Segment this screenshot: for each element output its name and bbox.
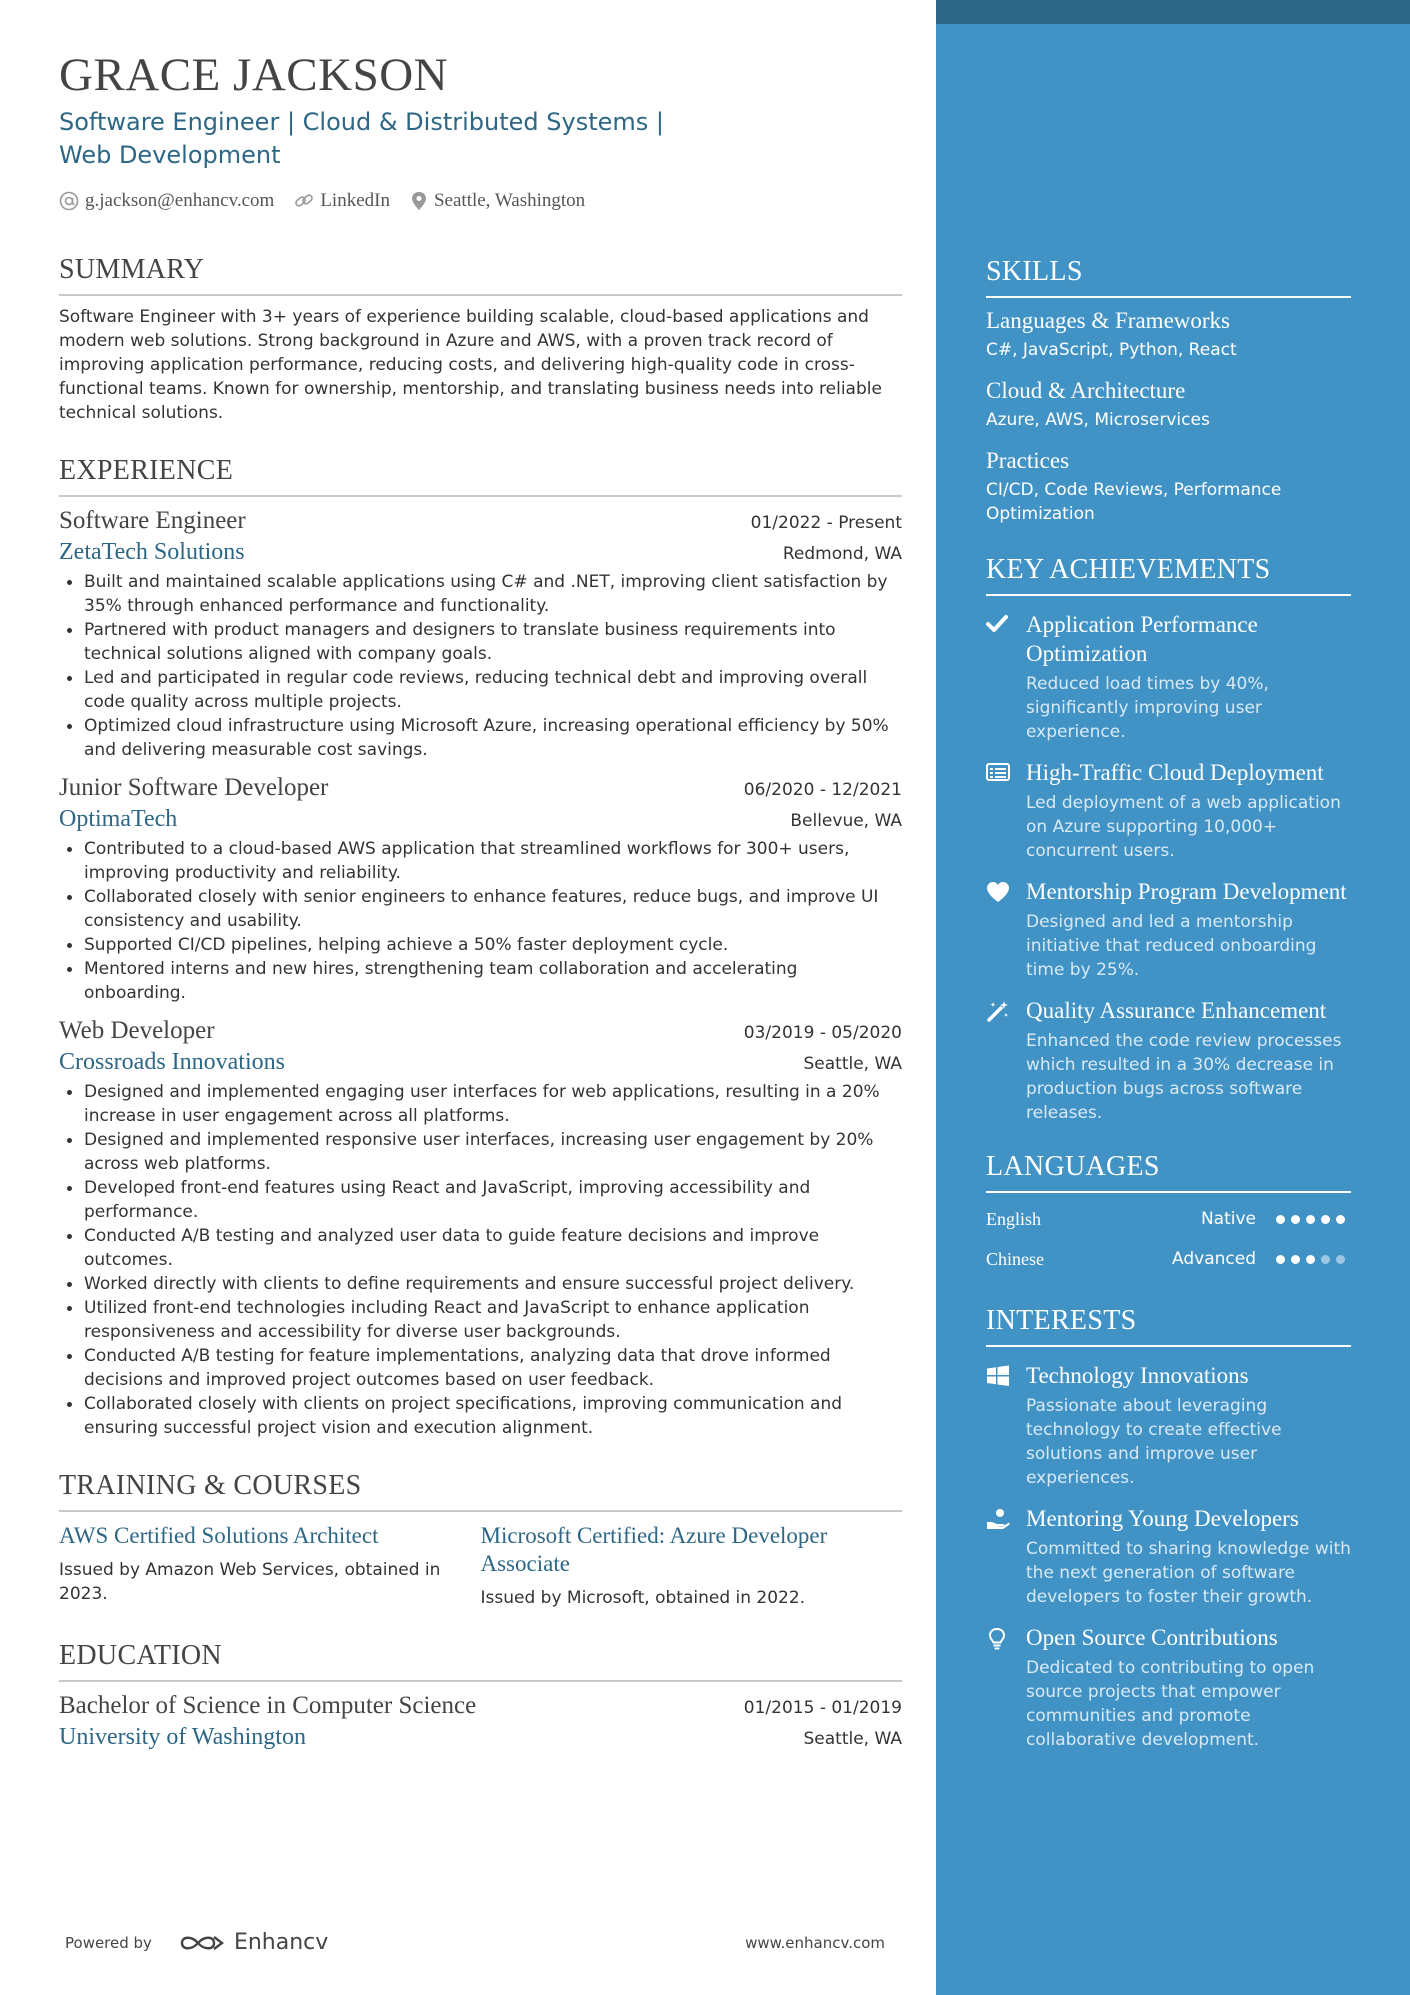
lightbulb-icon <box>986 1627 1008 1651</box>
bullet: Utilized front-end technologies including React and JavaScript to enhance application responsiveness and accessibility for diverse user backgrounds. <box>59 1296 902 1344</box>
achievements-section <box>986 554 1351 1125</box>
achievement-item <box>986 996 1351 1125</box>
powered-by-text: Powered by <box>65 1933 152 1952</box>
bullet: Mentored interns and new hires, strengthening team collaboration and accelerating onboarding. <box>59 957 902 1005</box>
job-dates: 01/2022 - Present <box>750 513 902 533</box>
rating-dot-filled <box>1276 1255 1285 1264</box>
company-name: Crossroads Innovations <box>59 1049 285 1075</box>
achievement-desc: Enhanced the code review processes which resulted in a 30% decrease in production bugs across software releases. <box>1026 1031 1342 1123</box>
rating-dot-filled <box>1336 1215 1345 1224</box>
achievement-item <box>986 877 1351 982</box>
footer <box>65 1930 885 1955</box>
rating-dot-empty <box>1321 1255 1330 1264</box>
linkedin-text: LinkedIn <box>320 190 390 211</box>
achievement-item <box>986 758 1351 863</box>
course-title: Microsoft Certified: Azure Developer Associate <box>480 1523 828 1576</box>
job-location: Bellevue, WA <box>790 811 902 831</box>
interests-section <box>986 1305 1351 1752</box>
language-level: Native <box>1200 1209 1256 1229</box>
rating-dot-filled <box>1276 1215 1285 1224</box>
location-icon <box>410 191 428 211</box>
footer-url[interactable]: www.enhancv.com <box>745 1933 885 1952</box>
job-title: Software Engineer <box>59 507 246 534</box>
heart-icon <box>986 881 1010 903</box>
contact-bar <box>59 190 936 212</box>
contact-email[interactable] <box>59 190 274 212</box>
company-name: OptimaTech <box>59 806 178 832</box>
skill-group-values: Azure, AWS, Microservices <box>986 410 1210 430</box>
bullet: Designed and implemented engaging user interfaces for web applications, resulting in a 20% increase in user engagement across all platforms. <box>59 1080 902 1128</box>
language-item <box>986 1199 1351 1239</box>
company-name: ZetaTech Solutions <box>59 539 245 565</box>
skill-group-name: Languages & Frameworks <box>986 308 1230 333</box>
education-title: EDUCATION <box>59 1640 902 1682</box>
course-item <box>59 1522 481 1610</box>
languages-section <box>986 1151 1351 1279</box>
course-desc: Issued by Amazon Web Services, obtained in 2023. <box>59 1560 441 1604</box>
training-section <box>59 1470 902 1610</box>
job-title: Junior Software Developer <box>59 774 329 801</box>
link-icon <box>294 191 314 211</box>
language-rating <box>1276 1215 1351 1224</box>
experience-title: EXPERIENCE <box>59 455 902 497</box>
interest-title: Mentoring Young Developers <box>1026 1506 1299 1531</box>
skill-group-name: Cloud & Architecture <box>986 378 1186 403</box>
job-bullets <box>59 1080 902 1440</box>
education-dates: 01/2015 - 01/2019 <box>743 1698 902 1718</box>
bullet: Partnered with product managers and designers to translate business requirements into technical solutions aligned with company goals. <box>59 618 902 666</box>
job-location: Seattle, WA <box>803 1054 902 1074</box>
sidebar <box>936 0 1410 1995</box>
rating-dot-filled <box>1306 1255 1315 1264</box>
achievement-desc: Led deployment of a web application on Azure supporting 10,000+ concurrent users. <box>1026 793 1341 861</box>
job-entry <box>59 507 902 762</box>
language-level: Advanced <box>1172 1249 1256 1269</box>
bullet: Conducted A/B testing for feature implementations, analyzing data that drove informed decisions and improved project outcomes based on user feedback. <box>59 1344 902 1392</box>
summary-section <box>59 254 902 425</box>
bullet: Contributed to a cloud-based AWS application that streamlined workflows for 300+ users, improving productivity and reliability. <box>59 837 902 885</box>
interest-item <box>986 1623 1351 1752</box>
education-section <box>59 1640 902 1751</box>
experience-section <box>59 455 902 1440</box>
at-icon <box>59 191 79 211</box>
bullet: Led and participated in regular code reviews, reducing technical debt and improving overall code quality across multiple projects. <box>59 666 902 714</box>
bullet: Conducted A/B testing and analyzed user data to guide feature decisions and improve outcomes. <box>59 1224 902 1272</box>
skill-group-values: CI/CD, Code Reviews, Performance Optimization <box>986 480 1282 524</box>
magic-wand-icon <box>986 1000 1010 1022</box>
enhancv-logo-icon[interactable] <box>178 1931 228 1955</box>
rating-dot-filled <box>1321 1215 1330 1224</box>
course-desc: Issued by Microsoft, obtained in 2022. <box>480 1588 806 1608</box>
training-title: TRAINING & COURSES <box>59 1470 902 1512</box>
interest-title: Technology Innovations <box>1026 1363 1249 1388</box>
achievement-item <box>986 610 1351 744</box>
course-item <box>481 1522 903 1610</box>
brand-name: Enhancv <box>233 1930 329 1955</box>
achievement-title: Quality Assurance Enhancement <box>1026 998 1327 1023</box>
interest-item <box>986 1361 1351 1490</box>
job-bullets <box>59 837 902 1005</box>
interest-item <box>986 1504 1351 1609</box>
job-dates: 06/2020 - 12/2021 <box>743 780 902 800</box>
interest-desc: Dedicated to contributing to open source projects that empower communities and promote collaborative development. <box>1026 1658 1315 1750</box>
language-name: English <box>986 1208 1042 1229</box>
bullet: Developed front-end features using React and JavaScript, improving accessibility and performance. <box>59 1176 902 1224</box>
job-title: Web Developer <box>59 1017 215 1044</box>
sidebar-top-band <box>936 0 1410 24</box>
summary-title: SUMMARY <box>59 254 902 296</box>
languages-title: LANGUAGES <box>986 1151 1351 1193</box>
skill-group-values: C#, JavaScript, Python, React <box>986 340 1237 360</box>
headline: Software Engineer | Cloud & Distributed Systems | Web Development <box>59 108 664 169</box>
achievement-title: Mentorship Program Development <box>1026 879 1347 904</box>
job-entry <box>59 774 902 1005</box>
course-title: AWS Certified Solutions Architect <box>59 1523 379 1548</box>
checkmark-icon <box>986 614 1008 634</box>
education-location: Seattle, WA <box>803 1729 902 1749</box>
contact-location <box>410 190 585 212</box>
language-rating <box>1276 1255 1351 1264</box>
interest-desc: Committed to sharing knowledge with the next generation of software developers to foster their growth. <box>1026 1539 1351 1607</box>
summary-text: Software Engineer with 3+ years of experience building scalable, cloud-based applications and modern web solutions. Strong background in Azure and AWS, with a proven track record of improving application performance, reducing costs, and delivering high-quality code in cross-functional teams. Known for ownership, mentorship, and translating business needs into reliable technical solutions. <box>59 307 882 423</box>
language-name: Chinese <box>986 1248 1044 1269</box>
bullet: Optimized cloud infrastructure using Microsoft Azure, increasing operational efficiency by 50% and delivering measurable cost savings. <box>59 714 902 762</box>
interest-title: Open Source Contributions <box>1026 1625 1278 1650</box>
course-list <box>59 1522 902 1610</box>
bullet: Designed and implemented responsive user interfaces, increasing user engagement by 20% across web platforms. <box>59 1128 902 1176</box>
rating-dot-filled <box>1291 1215 1300 1224</box>
job-dates: 03/2019 - 05/2020 <box>743 1023 902 1043</box>
bullet: Supported CI/CD pipelines, helping achieve a 50% faster deployment cycle. <box>59 933 902 957</box>
degree: Bachelor of Science in Computer Science <box>59 1692 477 1719</box>
contact-linkedin[interactable] <box>294 190 390 212</box>
candidate-name: GRACE JACKSON <box>59 49 449 101</box>
bullet: Collaborated closely with clients on project specifications, improving communication and ensuring successful project vision and execution alignment. <box>59 1392 902 1440</box>
bullet: Worked directly with clients to define requirements and ensure successful project delivery. <box>59 1272 902 1296</box>
achievement-title: Application Performance Optimization <box>1026 612 1258 666</box>
interest-desc: Passionate about leveraging technology to create effective solutions and improve user experiences. <box>1026 1396 1282 1488</box>
hand-user-icon <box>986 1508 1010 1530</box>
email-text: g.jackson@enhancv.com <box>85 190 275 211</box>
windows-icon <box>986 1365 1010 1387</box>
location-text: Seattle, Washington <box>433 190 586 211</box>
achievement-desc: Designed and led a mentorship initiative that reduced onboarding time by 25%. <box>1026 912 1317 980</box>
rating-dot-filled <box>1291 1255 1300 1264</box>
job-entry <box>59 1017 902 1440</box>
job-location: Redmond, WA <box>782 544 902 564</box>
skills-title: SKILLS <box>986 256 1351 298</box>
skill-group-name: Practices <box>986 448 1070 473</box>
achievement-desc: Reduced load times by 40%, significantly improving user experience. <box>1026 674 1269 742</box>
rating-dot-filled <box>1306 1215 1315 1224</box>
bullet: Built and maintained scalable applications using C# and .NET, improving client satisfaction by 35% through enhanced performance and functionality. <box>59 570 902 618</box>
achievements-title: KEY ACHIEVEMENTS <box>986 554 1351 596</box>
list-icon <box>986 762 1010 782</box>
language-item <box>986 1239 1351 1279</box>
rating-dot-empty <box>1336 1255 1345 1264</box>
job-bullets <box>59 570 902 762</box>
achievement-title: High-Traffic Cloud Deployment <box>1026 760 1324 785</box>
skills-section <box>986 256 1351 526</box>
interests-title: INTERESTS <box>986 1305 1351 1347</box>
school-name: University of Washington <box>59 1724 306 1750</box>
bullet: Collaborated closely with senior engineers to enhance features, reduce bugs, and improve UI consistency and usability. <box>59 885 902 933</box>
